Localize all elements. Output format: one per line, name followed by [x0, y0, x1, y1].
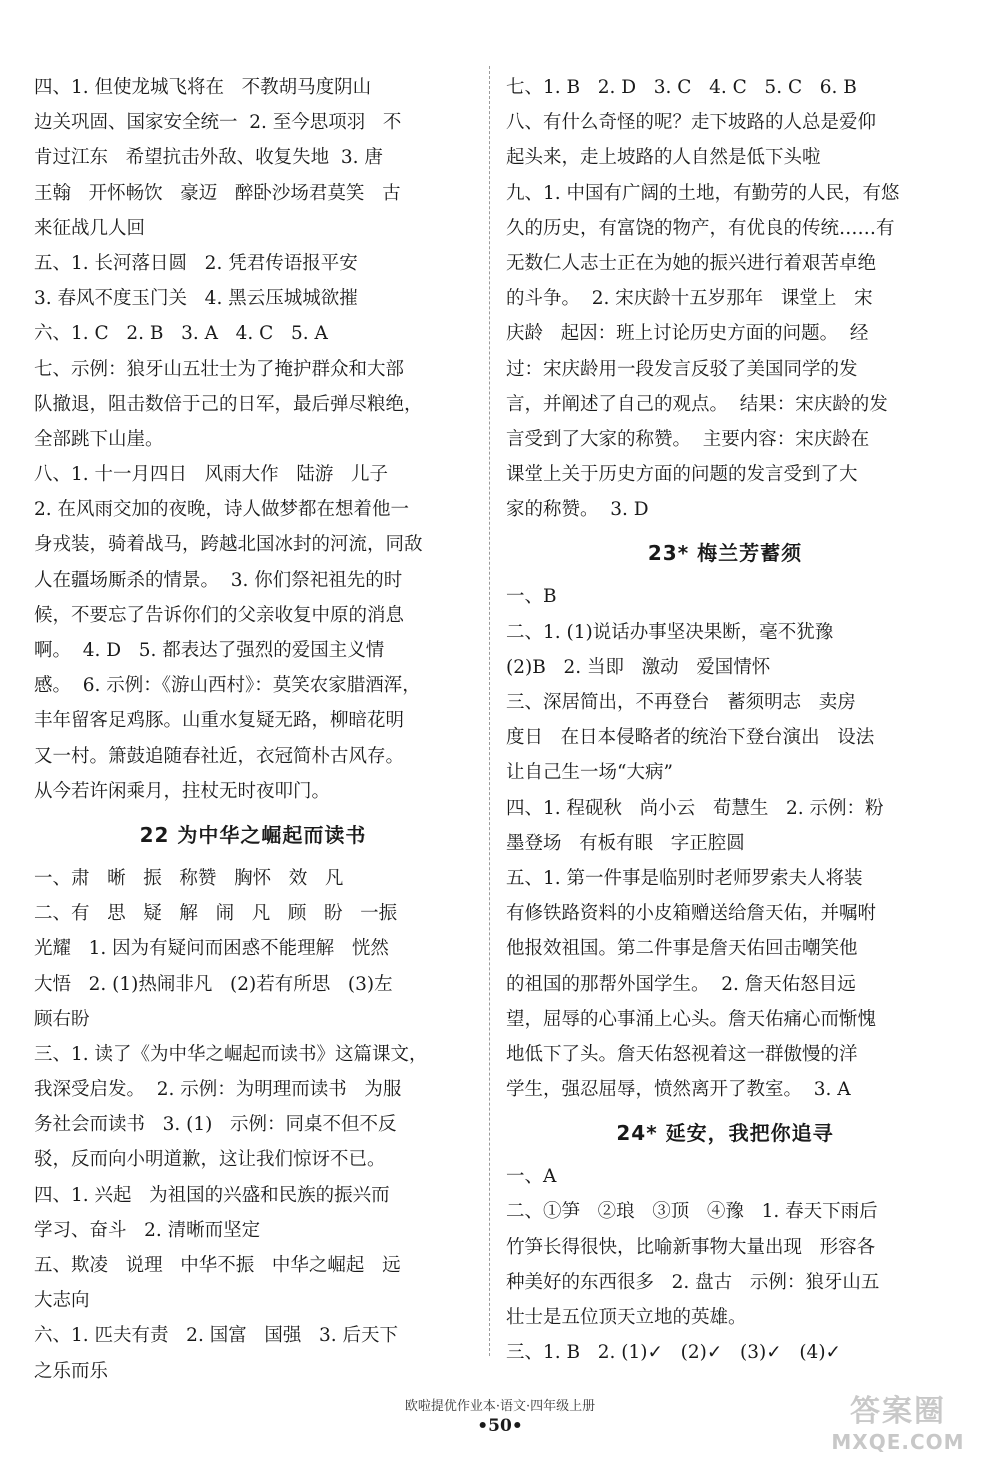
answer-line: 全部跳下山崖。	[34, 428, 164, 450]
answer-line: 他报效祖国。第二件事是詹天佑回击嘲笑他	[506, 938, 858, 960]
answer-line: 又一村。箫鼓追随春社近，衣冠简朴古风存。	[34, 745, 405, 767]
answer-line: 学生，强忍屈辱，愤然离开了教室。 3. A	[506, 1079, 851, 1101]
answer-line: 光耀 1. 因为有疑问而困惑不能理解 恍然	[34, 938, 389, 960]
answer-line: 感。 6. 示例：《游山西村》：莫笑农家腊酒浑，	[34, 675, 421, 697]
answer-line: 人在疆场厮杀的情景。 3. 你们祭祀祖先的时	[34, 569, 403, 591]
answer-line: 墨登场 有板有眼 字正腔圆	[506, 832, 745, 854]
answer-line: 四、1. 兴起 为祖国的兴盛和民族的振兴而	[34, 1184, 390, 1206]
answer-line: 肯过江东 希望抗击外敌、收复失地 3. 唐	[34, 147, 383, 169]
answer-line: 3. 春风不度玉门关 4. 黑云压城城欲摧	[34, 288, 358, 310]
answer-line: 言，并阐述了自己的观点。 结果：宋庆龄的发	[506, 393, 888, 415]
answer-line: 四、1. 但使龙城飞将在 不教胡马度阴山	[34, 77, 372, 98]
answer-line: 丰年留客足鸡豚。山重水复疑无路，柳暗花明	[34, 710, 405, 732]
section-heading: 22 为中华之崛起而读书	[139, 822, 367, 847]
answer-line: 六、1. 匹夫有责 2. 国富 国强 3. 后天下	[34, 1325, 399, 1347]
answer-line: 顾右盼	[34, 1008, 90, 1030]
answer-line: 候，不要忘了告诉你们的父亲收复中原的消息	[34, 604, 405, 626]
watermark-text: 答案圈	[850, 1394, 946, 1429]
answer-line: 二、有 思 疑 解 闹 凡 顾 盼 一振	[34, 903, 398, 925]
answer-line: 我深受启发。 2. 示例：为明理而读书 为服	[34, 1079, 402, 1101]
answer-line: 的斗争。 2. 宋庆龄十五岁那年 课堂上 宋	[506, 288, 873, 310]
answer-line: 久的历史，有富饶的物产，有优良的传统……有	[506, 217, 895, 239]
answer-line: 有修铁路资料的小皮箱赠送给詹天佑，并嘱咐	[506, 903, 877, 925]
answer-line: 的祖国的那帮外国学生。 2. 詹天佑怒目远	[506, 973, 856, 995]
answer-line: 五、1. 第一件事是临别时老师罗索夫人将装	[506, 867, 863, 889]
answer-line: 三、1. 读了《为中华之崛起而读书》这篇课文，	[34, 1043, 428, 1065]
answer-line: 四、1. 程砚秋 尚小云 荀慧生 2. 示例：粉	[506, 797, 884, 819]
answer-line: 二、1. (1)说话办事坚决果断，毫不犹豫	[506, 621, 834, 643]
answer-line: 一、A	[506, 1166, 557, 1188]
answer-line: 家的称赞。 3. D	[506, 499, 649, 521]
answer-line: 大悟 2. (1)热闹非凡 (2)若有所思 (3)左	[34, 973, 393, 995]
answer-line: 五、欺凌 说理 中华不振 中华之崛起 远	[34, 1255, 401, 1276]
answer-line: 二、①笋 ②琅 ③顶 ④豫 1. 春天下雨后	[506, 1201, 878, 1223]
answer-line: 一、肃 晰 振 称赞 胸怀 效 凡	[34, 867, 344, 889]
answer-line: 务社会而读书 3. (1) 示例：同桌不但不反	[34, 1114, 397, 1136]
answer-line: 五、1. 长河落日圆 2. 凭君传语报平安	[34, 252, 358, 274]
section-heading: 23* 梅兰芳蓄须	[647, 541, 803, 566]
column-divider	[489, 66, 490, 1356]
answer-line: 一、B	[506, 586, 557, 608]
answer-line: 望，屈辱的心事涌上心头。詹天佑痛心而惭愧	[506, 1008, 877, 1030]
answer-line: 种美好的东西很多 2. 盘古 示例：狼牙山五	[506, 1271, 880, 1293]
answer-line: 队撤退，阻击数倍于己的日军，最后弹尽粮绝，	[34, 393, 423, 415]
answer-line: 驳，反而向小明道歉，这让我们惊讶不已。	[34, 1149, 386, 1171]
answer-line: 竹笋长得很快，比喻新事物大量出现 形容各	[506, 1236, 876, 1258]
answer-line: 八、1. 十一月四日 风雨大作 陆游 儿子	[34, 464, 388, 486]
answer-line: 课堂上关于历史方面的问题的发言受到了大	[506, 464, 858, 486]
answer-line: 从今若许闲乘月，拄杖无时夜叩门。	[34, 780, 331, 802]
answer-line: 九、1. 中国有广阔的土地，有勤劳的人民，有悠	[506, 182, 900, 204]
answer-line: 无数仁人志士正在为她的振兴进行着艰苦卓绝	[506, 252, 877, 274]
answer-line: 啊。 4. D 5. 都表达了强烈的爱国主义情	[34, 640, 385, 661]
answer-line: 八、有什么奇怪的呢？走下坡路的人总是爱仰	[506, 112, 877, 134]
answer-line: 来征战几人回	[34, 217, 146, 239]
section-heading: 24* 延安，我把你追寻	[616, 1121, 834, 1146]
answer-line: 三、深居简出，不再登台 蓄须明志 卖房	[506, 692, 856, 713]
answer-line: 庆龄 起因：班上讨论历史方面的问题。 经	[506, 323, 869, 345]
answer-line: 言受到了大家的称赞。 主要内容：宋庆龄在	[506, 428, 870, 450]
answer-line: 大志向	[34, 1290, 90, 1312]
answer-line: 身戎装，骑着战马，跨越北国冰封的河流，同敌	[34, 534, 423, 556]
right-column	[506, 70, 944, 1370]
answer-line: 三、1. B 2. (1)✓ (2)✓ (3)✓ (4)✓	[506, 1342, 842, 1364]
answer-line: (2)B 2. 当即 激动 爱国情怀	[506, 656, 771, 678]
answer-line: 七、示例：狼牙山五壮士为了掩护群众和大部	[34, 358, 405, 380]
page-number: •50•	[477, 1416, 523, 1436]
watermark-url: MXQE.COM	[831, 1430, 965, 1454]
watermark-logo	[808, 1386, 988, 1462]
answer-line: 之乐而乐	[34, 1360, 109, 1382]
answer-line: 壮士是五位顶天立地的英雄。	[506, 1307, 747, 1328]
answer-line: 王翰 开怀畅饮 豪迈 醉卧沙场君莫笑 古	[34, 182, 401, 204]
answer-line: 度日 在日本侵略者的统治下登台演出 设法	[506, 727, 875, 749]
answer-line: 让自己生一场“大病”	[506, 762, 673, 784]
answer-line: 六、1. C 2. B 3. A 4. C 5. A	[34, 323, 328, 345]
answer-line: 地低下了头。詹天佑怒视着这一群傲慢的洋	[506, 1043, 858, 1065]
left-column	[34, 70, 472, 1389]
answer-line: 七、1. B 2. D 3. C 4. C 5. C 6. B	[506, 77, 857, 98]
answer-line: 起头来，走上坡路的人自然是低下头啦	[506, 147, 821, 169]
answer-line: 学习、奋斗 2. 清晰而坚定	[34, 1219, 261, 1241]
footer-book-title: 欧啦提优作业本·语文·四年级上册	[404, 1399, 596, 1414]
answer-line: 2. 在风雨交加的夜晚，诗人做梦都在想着他一	[34, 499, 410, 521]
answer-line: 过：宋庆龄用一段发言反驳了美国同学的发	[506, 358, 858, 380]
answer-line: 边关巩固、国家安全统一 2. 至今思项羽 不	[34, 112, 402, 134]
